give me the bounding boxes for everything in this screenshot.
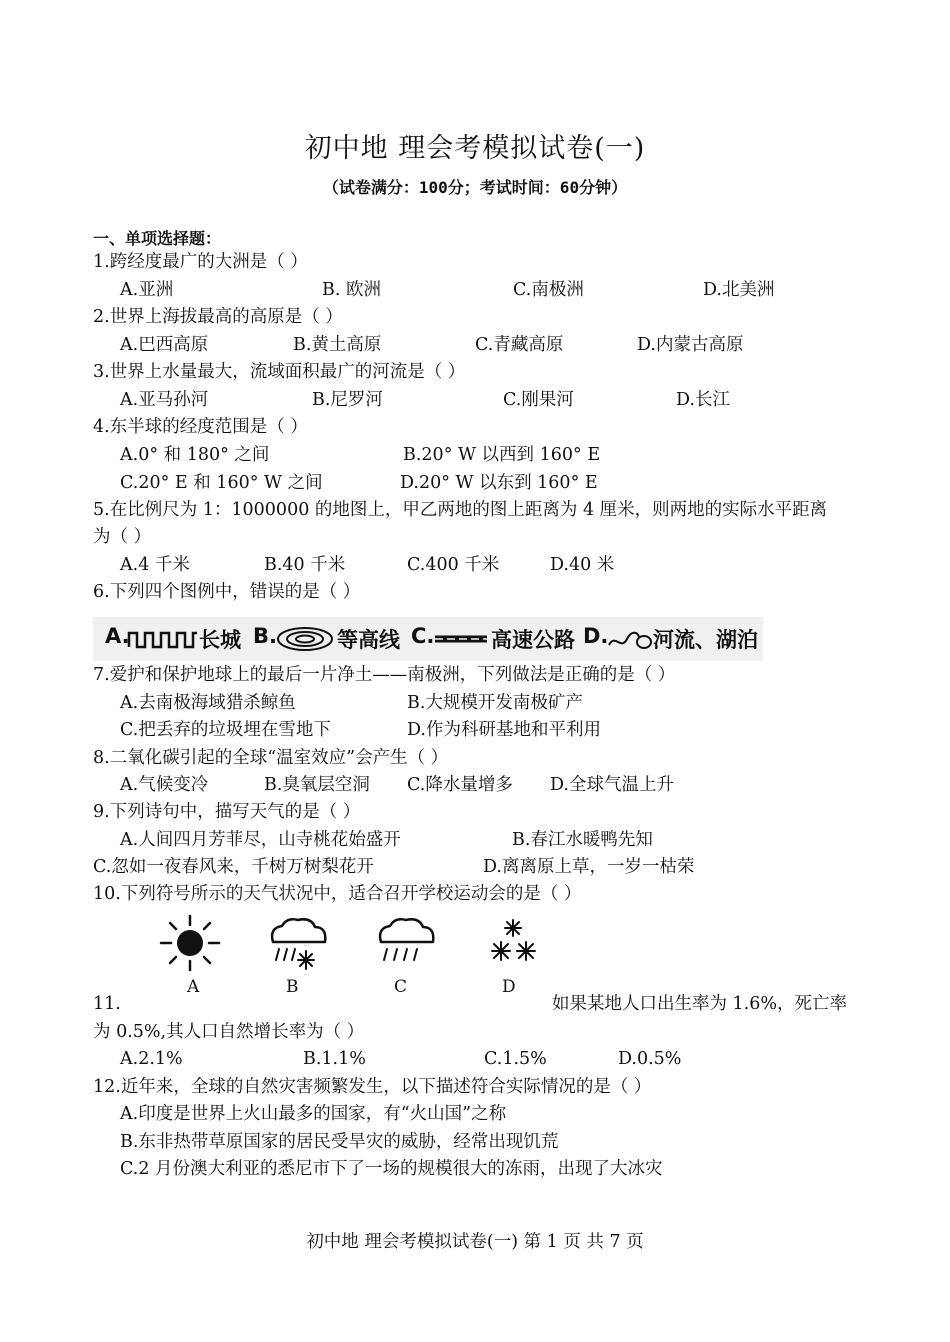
legend-c-letter: C. — [411, 624, 435, 648]
legend-a-label: 长城 — [199, 628, 241, 652]
legend-a-letter: A. — [105, 624, 130, 648]
contour-line-symbol — [275, 625, 335, 653]
question-2-option-b: B.黄土高原 — [293, 335, 382, 355]
question-9-option-d: D.离离原上草，一岁一枯荣 — [483, 857, 695, 877]
question-3-stem: 3.世界上水量最大，流域面积最广的河流是（ ） — [93, 362, 466, 382]
question-12-option-a: A.印度是世界上火山最多的国家，有“火山国”之称 — [120, 1104, 507, 1124]
weather-label-d: D — [502, 977, 516, 997]
weather-label-a: A — [187, 977, 200, 997]
question-3-option-c: C.刚果河 — [503, 390, 574, 410]
question-5-stem: 5.在比例尺为 1：1000000 的地图上，甲乙两地的图上距离为 4 厘米，则两地的实际水平距离 — [93, 500, 828, 520]
question-7-option-b: B.大规模开发南极矿产 — [407, 693, 583, 713]
question-2-stem: 2.世界上海拔最高的高原是（ ） — [93, 307, 343, 327]
question-7-option-c: C.把丢弃的垃圾埋在雪地下 — [120, 720, 331, 740]
question-9-stem: 9.下列诗句中，描写天气的是（ ） — [93, 802, 361, 822]
page-footer: 初中地 理会考模拟试卷(一) 第 1 页 共 7 页 — [306, 1232, 644, 1252]
question-11-option-d: D.0.5% — [618, 1049, 682, 1069]
question-2-option-d: D.内蒙古高原 — [637, 335, 744, 355]
question-2-option-c: C.青藏高原 — [475, 335, 564, 355]
question-8-option-b: B.臭氧层空洞 — [264, 775, 370, 795]
question-12-option-b: B.东非热带草原国家的居民受旱灾的威胁，经常出现饥荒 — [120, 1132, 559, 1152]
rain-snow-weather-icon — [265, 915, 331, 971]
rain-weather-icon — [373, 915, 439, 971]
question-8-option-d: D.全球气温上升 — [550, 775, 674, 795]
question-5-stem-cont: 为（ ） — [93, 527, 152, 547]
question-8-option-a: A.气候变冷 — [120, 775, 209, 795]
question-4-option-c: C.20° E 和 160° W 之间 — [120, 473, 323, 493]
question-12-option-c: C.2 月份澳大利亚的悉尼市下了一场的规模很大的冻雨，出现了大冰灾 — [120, 1159, 663, 1179]
question-5-option-b: B.40 千米 — [264, 555, 346, 575]
question-1-option-d: D.北美洲 — [703, 280, 775, 300]
question-4-option-b: B.20° W 以西到 160° E — [403, 445, 601, 465]
question-3-option-b: B.尼罗河 — [312, 390, 383, 410]
question-2-option-a: A.巴西高原 — [120, 335, 209, 355]
great-wall-symbol — [127, 629, 199, 649]
question-3-option-d: D.长江 — [676, 390, 730, 410]
legend-d-letter: D. — [583, 624, 609, 648]
question-7-option-a: A.去南极海域猎杀鲸鱼 — [120, 693, 296, 713]
question-11-option-b: B.1.1% — [303, 1049, 366, 1069]
question-9-option-b: B.春江水暖鸭先知 — [512, 830, 653, 850]
exam-info: （试卷满分：100分；考试时间：60分钟） — [322, 178, 628, 197]
snow-weather-icon — [488, 918, 540, 968]
question-10-stem: 10.下列符号所示的天气状况中，适合召开学校运动会的是（ ） — [93, 884, 582, 904]
question-8-option-c: C.降水量增多 — [407, 775, 513, 795]
question-7-stem: 7.爱护和保护地球上的最后一片净土——南极洲，下列做法是正确的是（ ） — [93, 665, 676, 685]
highway-symbol — [433, 629, 489, 649]
question-8-stem: 8.二氧化碳引起的全球“温室效应”会产生（ ） — [93, 748, 449, 768]
question-1-option-b: B. 欧洲 — [322, 280, 381, 300]
question-3-option-a: A.亚马孙河 — [120, 390, 209, 410]
weather-label-c: C — [394, 977, 408, 997]
question-1-stem: 1.跨经度最广的大洲是（ ） — [93, 252, 308, 272]
legend-b-letter: B. — [253, 624, 277, 648]
question-11-stem: 如果某地人口出生率为 1.6%，死亡率 — [552, 994, 848, 1014]
question-5-option-d: D.40 米 — [550, 555, 615, 575]
question-1-option-c: C.南极洲 — [513, 280, 584, 300]
question-7-option-d: D.作为科研基地和平利用 — [407, 720, 601, 740]
question-5-option-a: A.4 千米 — [120, 555, 190, 575]
section-title: 一、单项选择题： — [93, 229, 222, 248]
question-6-stem: 6.下列四个图例中，错误的是（ ） — [93, 582, 361, 602]
question-4-option-a: A.0° 和 180° 之间 — [120, 445, 270, 465]
question-11-option-c: C.1.5% — [484, 1049, 547, 1069]
question-4-option-d: D.20° W 以东到 160° E — [400, 473, 598, 493]
sunny-weather-icon — [155, 912, 225, 974]
question-11-number: 11. — [93, 994, 121, 1014]
question-11-stem-cont: 为 0.5%,其人口自然增长率为（ ） — [93, 1022, 365, 1042]
question-11-option-a: A.2.1% — [120, 1049, 183, 1069]
question-12-stem: 12.近年来，全球的自然灾害频繁发生，以下描述符合实际情况的是（ ） — [93, 1077, 652, 1097]
legend-b-label: 等高线 — [337, 628, 400, 652]
question-5-option-c: C.400 千米 — [407, 555, 500, 575]
map-legend-figure — [93, 617, 763, 661]
legend-d-label: 河流、湖泊 — [653, 628, 758, 652]
page-title: 初中地 理会考模拟试卷(一) — [304, 133, 646, 164]
question-9-option-a: A.人间四月芳菲尽，山寺桃花始盛开 — [120, 830, 401, 850]
legend-c-label: 高速公路 — [491, 628, 575, 652]
question-4-stem: 4.东半球的经度范围是（ ） — [93, 417, 308, 437]
question-9-option-c: C.忽如一夜春风来，千树万树梨花开 — [93, 857, 374, 877]
weather-label-b: B — [286, 977, 299, 997]
river-lake-symbol — [607, 625, 653, 653]
question-1-option-a: A.亚洲 — [120, 280, 174, 300]
